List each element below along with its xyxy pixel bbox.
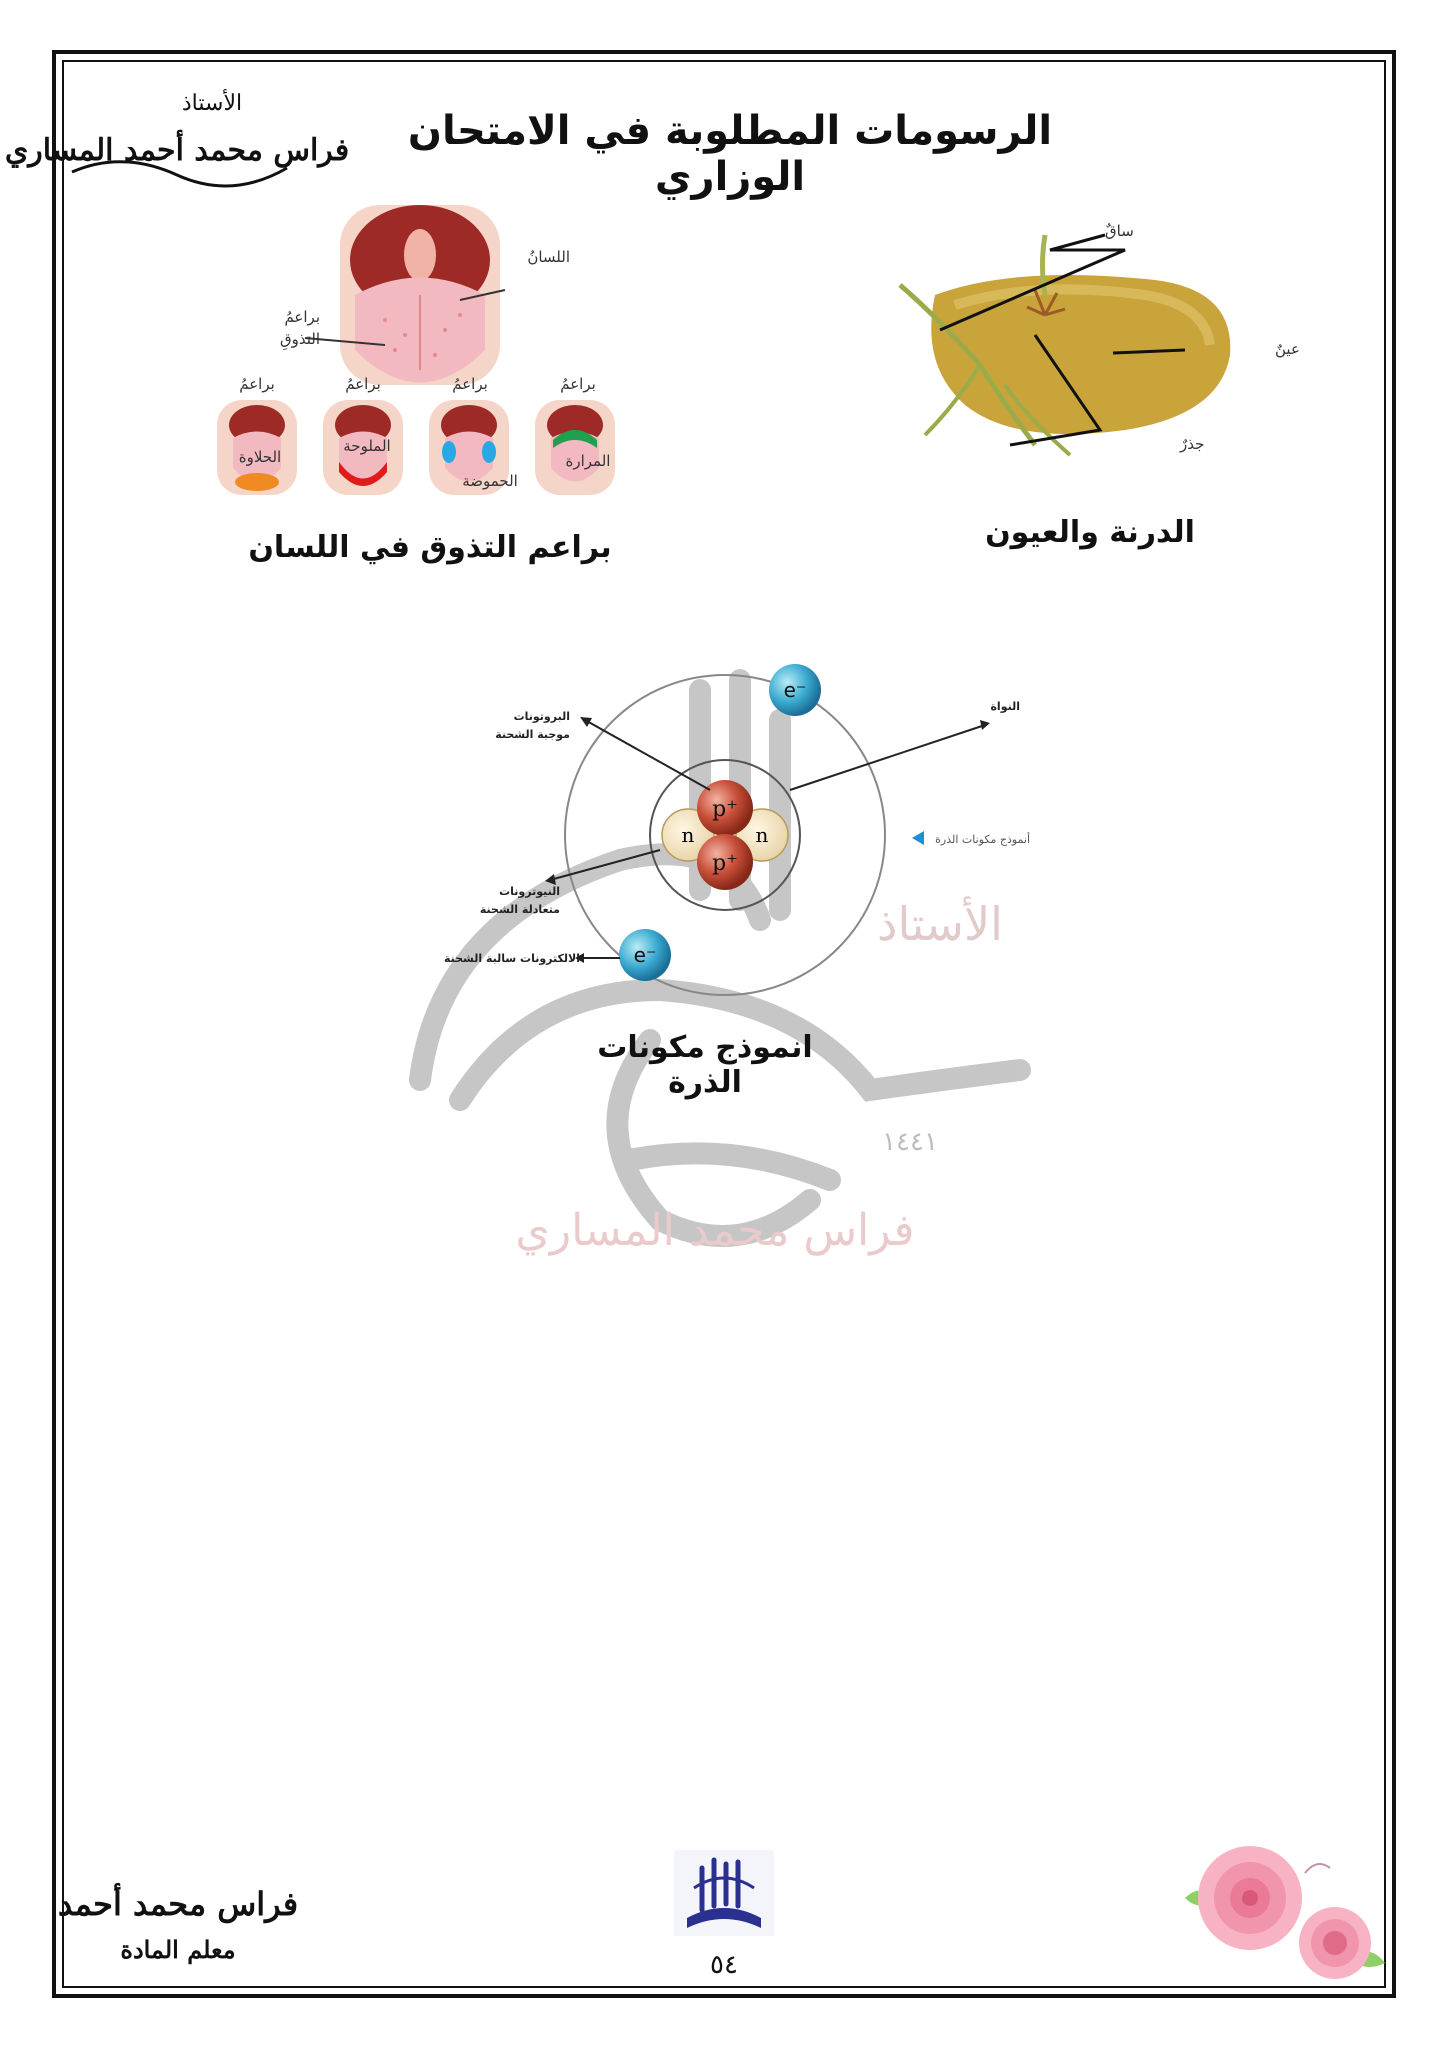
electron-top: [769, 664, 821, 716]
atom-side-caption: أنموذج مكونات الذرة: [935, 833, 1030, 846]
center-emblem-icon: [672, 1848, 776, 1938]
watermark-word: الأستاذ: [877, 897, 1003, 951]
label-root: جذرٌ: [1180, 435, 1205, 453]
label-salty-top: براعمُ: [345, 375, 381, 393]
signature-top-small: الأستاذ: [181, 91, 243, 116]
signature-top-name: فراس محمد أحمد المساري: [4, 133, 350, 168]
label-stem: ساقٌ: [1105, 222, 1134, 240]
watermark-name: فراس محمد المساري: [515, 1205, 915, 1256]
label-neutrons-1: النيوترونات: [499, 885, 560, 898]
label-sour-top: براعمُ: [452, 375, 488, 393]
label-tongue: اللسانُ: [527, 248, 570, 266]
page-title: الرسومات المطلوبة في الامتحان الوزاري: [407, 108, 1053, 200]
label-eye: عينٌ: [1275, 340, 1300, 358]
sweet-zone: [235, 473, 279, 491]
watermark-year: ١٤٤١: [882, 1127, 938, 1157]
label-sweet: الحلاوة: [238, 448, 282, 466]
label-nucleus: النواة: [990, 700, 1020, 713]
sour-zone-right: [482, 441, 496, 463]
label-salty: الملوحة: [343, 437, 391, 455]
label-sweet-top: براعمُ: [239, 375, 275, 393]
tongue-caption: براعم التذوق في اللسان: [248, 530, 612, 565]
page-number: ٥٤: [710, 1950, 738, 1980]
label-taste-buds-1: براعمُ: [284, 308, 320, 326]
signature-bottom-sub: معلم المادة: [120, 1935, 236, 1964]
neutron-right-symbol: n: [755, 823, 769, 847]
atom-caption: انموذج مكونات الذرة: [597, 1030, 813, 1100]
small-tongue-bitter: [535, 400, 615, 495]
proton-bottom-symbol: p⁺: [712, 851, 738, 876]
label-protons-1: البروتونات: [513, 710, 570, 723]
potato-caption: الدرنة والعيون: [985, 515, 1195, 550]
signature-bottom-name: فراس محمد أحمد: [57, 1885, 299, 1923]
label-protons-2: موجبة الشحنة: [495, 728, 570, 741]
label-bitter: المرارة: [565, 452, 611, 470]
signature-logo-top: [4, 80, 350, 190]
big-tongue-illustration: [340, 205, 500, 385]
potato-illustration: [900, 235, 1230, 455]
neutron-left-symbol: n: [681, 823, 695, 847]
electron-top-symbol: e⁻: [783, 678, 807, 702]
label-neutrons-2: متعادلة الشحنة: [479, 903, 560, 916]
signature-logo-bottom: [57, 1870, 299, 1970]
label-electrons: الالكترونات سالبة الشحنة: [443, 952, 580, 965]
electron-bottom-symbol: e⁻: [633, 943, 657, 967]
sour-zone-left: [442, 441, 456, 463]
label-taste-buds-2: التذوقِ: [279, 330, 320, 348]
proton-top-symbol: p⁺: [712, 797, 738, 822]
label-bitter-top: براعمُ: [560, 375, 596, 393]
electron-bottom: [619, 929, 671, 981]
nucleus: [662, 780, 788, 890]
label-sour: الحموضة: [462, 472, 518, 490]
roses-decoration-icon: [1175, 1838, 1405, 1983]
